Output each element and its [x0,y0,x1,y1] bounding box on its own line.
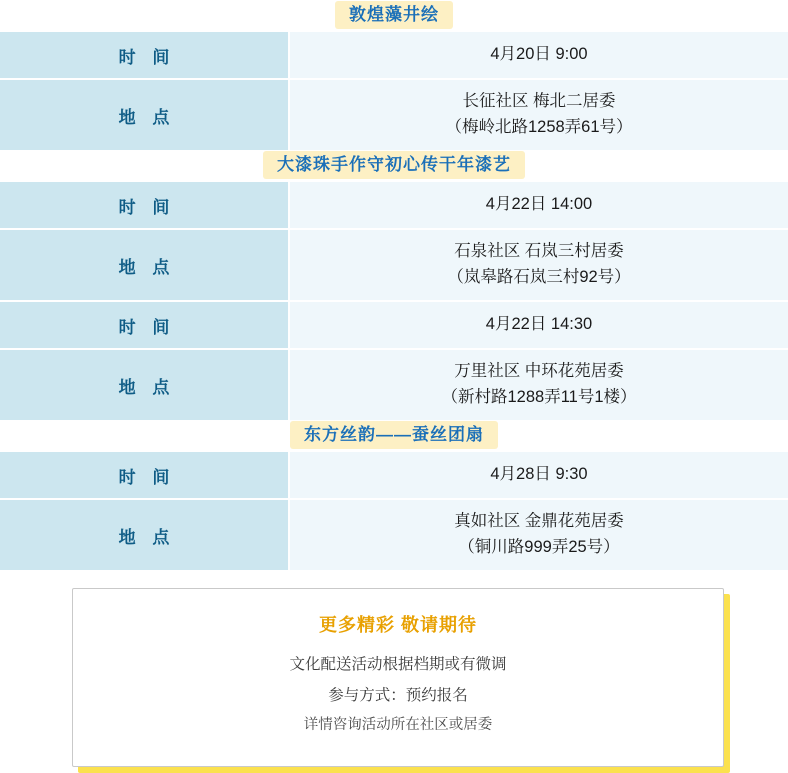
row-label: 地 点 [0,350,290,420]
row-label: 时 间 [0,182,290,228]
table-row [0,498,788,570]
note-line: 详情咨询活动所在社区或居委 [303,717,493,733]
value-line: （新村路1288弄11号1楼） [441,388,637,406]
value-line: （岚皋路石岚三村92号） [447,268,631,286]
section-title: 敦煌藻井绘 [335,1,453,29]
table-row [0,78,788,150]
value-line: （梅岭北路1258弄61号） [445,118,633,136]
row-label: 地 点 [0,500,290,570]
table-row [0,228,788,300]
table-row [0,348,788,420]
note-line: 参与方式：预约报名 [328,687,468,704]
row-value [290,500,788,570]
section-header [0,150,788,180]
table-row [0,300,788,348]
section-header [0,420,788,450]
section-header [0,0,788,30]
row-value [290,230,788,300]
row-value [290,80,788,150]
value-line: 4月20日 9:00 [490,45,588,64]
note-box [72,588,724,767]
value-line: 4月22日 14:00 [485,195,593,214]
row-value [290,350,788,420]
table-row [0,450,788,498]
row-label: 地 点 [0,80,290,150]
value-line: 万里社区 中环花苑居委 [454,362,624,381]
note-title: 更多精彩 敬请期待 [318,615,477,635]
section-title: 大漆珠手作守初心传干年漆艺 [263,151,525,179]
note-line: 文化配送活动根据档期或有微调 [289,656,507,673]
value-line: 4月28日 9:30 [490,465,588,484]
value-line: 长征社区 梅北二居委 [462,92,616,111]
note-section [0,588,788,767]
row-value [290,302,788,348]
value-line: 真如社区 金鼎花苑居委 [454,512,624,531]
value-line: 石泉社区 石岚三村居委 [454,242,624,261]
value-line: 4月22日 14:30 [485,315,593,334]
row-value [290,32,788,78]
table-row [0,30,788,78]
row-value [290,182,788,228]
row-label: 时 间 [0,302,290,348]
row-label: 时 间 [0,452,290,498]
row-label: 地 点 [0,230,290,300]
value-line: （铜川路999弄25号） [458,538,620,556]
table-row [0,180,788,228]
row-value [290,452,788,498]
section-title: 东方丝韵——蚕丝团扇 [290,421,498,449]
row-label: 时 间 [0,32,290,78]
